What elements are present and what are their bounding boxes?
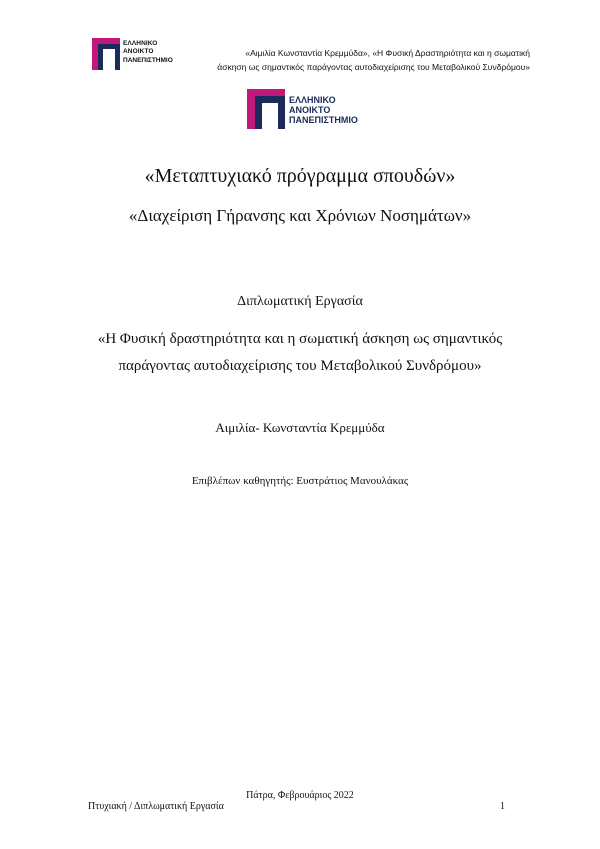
place-date: Πάτρα, Φεβρουάριος 2022 [246, 790, 354, 801]
header-logo-text [123, 40, 157, 55]
page-number: 1 [500, 801, 505, 812]
specialization-title: «Διαχείριση Γήρανσης και Χρόνιων Νοσημάτων» [128, 206, 472, 225]
header-logo [92, 38, 184, 72]
program-title: «Μεταπτυχιακό πρόγραμμα σπουδών» [144, 165, 456, 187]
supervisor: Επιβλέπων καθηγητής: Ευστράτιος Μανουλάκας [191, 475, 409, 487]
thesis-title-line1: «Η Φυσική δραστηριότητα και η σωματική άσκηση ως σημαντικός [97, 331, 503, 347]
university-logo-icon [92, 38, 120, 70]
logo-text-line: ΠΑΝΕΠΙΣΤΗΜΙΟ [289, 115, 358, 125]
logo-text-line: ΑΝΟΙΚΤΟ [123, 47, 154, 55]
logo-text-line: ΕΛΛΗΝΙΚΟ [289, 95, 336, 105]
logo-text-line: ΑΝΟΙΚΤΟ [289, 105, 331, 115]
logo-text-line: ΕΛΛΗΝΙΚΟ [123, 40, 158, 47]
author-name: Αιμιλία- Κωνσταντία Κρεμμύδα [215, 420, 385, 435]
logo-text-line: ΠΑΝΕΠΙΣΤΗΜΙΟ [123, 57, 173, 64]
footer-label: Πτυχιακή / Διπλωματική Εργασία [88, 801, 224, 812]
center-logo [247, 89, 372, 129]
university-logo-icon [247, 89, 285, 129]
thesis-title [80, 326, 520, 380]
running-header [178, 46, 530, 74]
running-title-line2: άσκηση ως σημαντικός παράγοντας αυτοδιαχείρισης του Μεταβολικού Συνδρόμου» [217, 62, 530, 72]
thesis-title-line2: παράγοντας αυτοδιαχείρισης του Μεταβολικού Συνδρόμου» [118, 358, 482, 374]
thesis-label: Διπλωματική Εργασία [237, 294, 363, 309]
running-title-line1: «Αιμιλία Κωνσταντία Κρεμμύδα», «Η Φυσική Δραστηριότητα και η σωματική [245, 48, 530, 58]
center-logo-text [289, 95, 358, 125]
